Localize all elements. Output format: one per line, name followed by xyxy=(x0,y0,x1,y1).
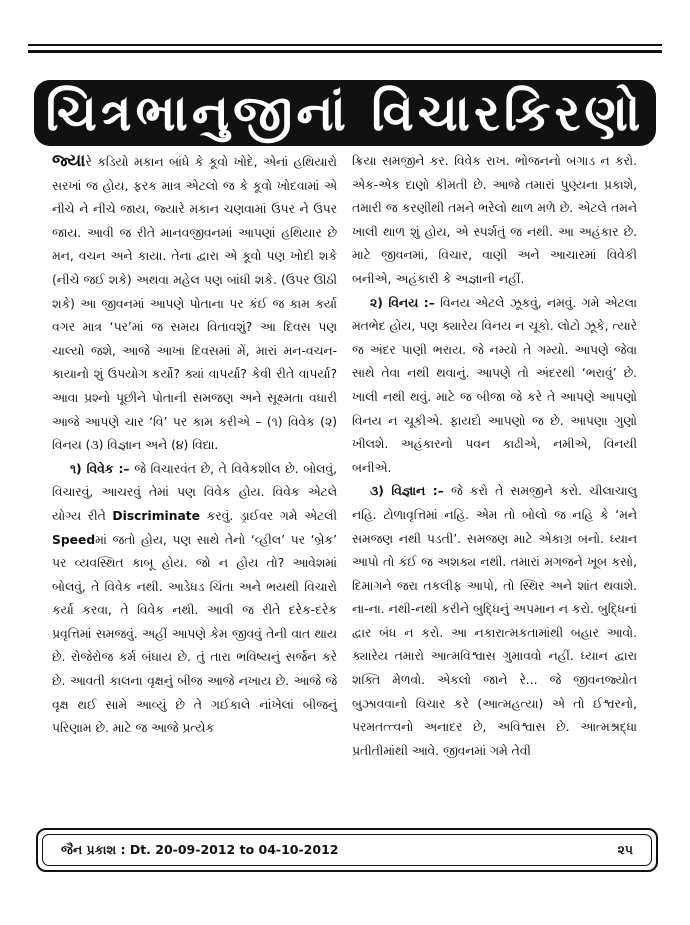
vinay-heading: ૨) વિનય :– xyxy=(370,295,435,310)
vigyan-heading: ૩) વિજ્ઞાન :– xyxy=(370,484,444,499)
title-banner xyxy=(34,80,656,146)
vigyan-text: જે કરો તે સમજીને કરો. ચીલાચાલુ નહિ. ટોળાવૃત્તિમાં નહિ. એમ તો બોલો જ નહિ કે ‘મને સમજણ નથી પડતી’. સમજણ માટે એકાગ્ર બનો. ધ્યાન આપો તો કંઈ જ અશક્ય નથી. તમારાં મગજને ખૂબ કસો, દિમાગને જરા તકલીફ આપો, તો સ્થિર અને શાંત થવાશે. ના-ના. નથી-નથી કરીને બુદ્ધિનું અપમાન ન કરો. બુદ્ધિનાં દ્વાર બંધ ન કરો. આ નકારાત્મકતામાંથી બહાર આવો. ક્યારેય તમારો આત્મવિશ્વાસ ગુમાવવો નહીં. ધ્યાન દ્વારા શક્તિ મેળવો. એકલો જાને રે... જે જીવનજ્યોત બુઝાવવાનો વિચાર કરે (આત્મહત્યા) એ તો ઈશ્વરનો, પરમતત્ત્વનો અનાદર છે, અવિશ્વાસ છે. આત્મશ્રદ્ધા પ્રતીતીમાંથી આવે. જીવનમાં ગમે તેવી xyxy=(352,484,637,758)
viveka-continued-paragraph: ક્રિયા સમજીને કર. વિવેક રાખ. ભોજનનો બગાડ ન કરો. એક-એક દાણો કીમતી છે. આજે તમારાં પુણ્યના પ્રકાશે, તમારી જ કરણીથી તમને ભરેલો થાળ મળે છે. એટલે તમને ખાલી થાળ શું હોય, એ સ્પર્શતું જ નથી. આ અહંકાર છે. માટે જીવનમાં, વિચાર, વાણી અને આચારમાં વિવેકી બનીએ, અહંકારી કે અજ્ઞાની નહીં. xyxy=(352,154,637,286)
vinay-text: વિનય એટલે ઝૂકવું, નમવું. ગમે એટલા મતભેદ હોય, પણ ક્યારેય વિનય ન ચૂકો. લોટો ઝૂકે, ત્યારે જ અંદર પાણી ભરાય. જે નમ્યો તે ગમ્યો. આપણે જેવા સાથે તેવા નથી થવાનું. આપણે તો અંદરથી ‘ભરાવું’ છે. ખાલી નથી થવું. માટે જ બીજા જે કરે તે આપણે આપણો વિનય ન ચૂકીએ. ફાયદો આપણો જ છે. આપણા ગુણો ખીલશે. અહંકારનો પવન કાઢીએ, નમીએ, વિનયી બનીએ. xyxy=(352,295,637,475)
footer xyxy=(36,828,658,872)
viveka-paragraph xyxy=(52,458,337,741)
right-column xyxy=(352,150,637,763)
left-column xyxy=(52,150,337,741)
viveka-text-3: માં જતો હોય, પણ સાથે તેનો ‘વ્હીલ’ પર ‘બ્રેક’ પર વ્યવસ્થિત કાબૂ હોય. જો ન હોય તો? આવેશમાં બોલવું, તે વિવેક નથી. આડેધડ ચિંતા અને ભયથી વિચારો કર્યા કરવા, તે વિવેક નથી. આવી જ રીતે દરેક-દરેક પ્રવૃત્તિમાં સમજવું. અહીં આપણે કેમ જીવવું તેની વાત થાય છે. રોજેરોજ કર્મ બંધાય છે. તું તારા ભવિષ્યનું સર્જન કરે છે. આવતી કાલના વૃક્ષનું બીજ આજે નખાય છે. આજે જે વૃક્ષ થઈ સામે આવ્યું છે તે ગઈકાલે નાંખેલાં બીજનું પરિણામ છે. માટે જ આજે પ્રત્યેક xyxy=(52,532,337,736)
discriminate-term: Discriminate xyxy=(112,508,200,523)
page-number: ૨૫ xyxy=(617,842,633,857)
speed-term: Speed xyxy=(52,532,96,547)
footer-inner-frame xyxy=(42,834,652,866)
publication-info: જૈન પ્રકાશ : Dt. 20-09-2012 to 04-10-2012 xyxy=(61,842,339,857)
vigyan-paragraph xyxy=(352,480,637,763)
vinay-paragraph xyxy=(352,292,637,481)
viveka-text-2: કરવું. ડ્રાઈવર ગમે એટલી xyxy=(206,508,337,523)
viveka-text-1: જે વિચારવંત છે, તે વિવેકશીલ છે. બોલવું, વિચારવું, આચરવું તેમાં પણ વિવેક હોય. વિવેક એટલે યોગ્ય રીતે xyxy=(52,461,338,523)
article-body xyxy=(52,150,652,816)
intro-paragraph xyxy=(52,150,337,458)
intro-text: રે કડિયો મકાન બાંધે કે કૂવો ખોદે, એનાં હથિયારો સરખાં જ હોય, ફરક માત્ર એટલો જ કે કૂવો ખોદવામાં એ નીચે ને નીચે જાય, જ્યારે મકાન ચણવામાં ઉપર ને ઉપર જાય. આવી જ રીતે માનવજીવનમાં આપણાં હથિયાર છે મન, વચન અને કાયા. તેના દ્વારા એ કૂવો પણ ખોદી શકે (નીચે જઈ શકે) અથવા મહેલ પણ બાંધી શકે. (ઉપર ઊઠી શકે) આ જીવનમાં આપણે પોતાના પર કંઈ જ કામ કર્યા વગર માત્ર ‘પર’માં જ સમય વિતાવશું? આ દિવસ પણ ચાલ્યો જશે, આજે આખા દિવસમાં મેં, મારાં મન-વચન-કાયાનો શું ઉપયોગ કર્યો? ક્યાં વાપર્યા? કેવી રીતે વાપર્યા? આવા પ્રશ્નો પૂછીને પોતાની સમજણ અને સૂક્ષ્મતા વધારી આજે આપણે ચાર ‘વિ’ પર કામ કરીએ – (૧) વિવેક (૨) વિનય (૩) વિજ્ઞાન અને (૪) વિદ્યા. xyxy=(52,155,337,453)
top-rule-thick xyxy=(28,50,662,53)
drop-cap: જ્યા xyxy=(52,151,86,171)
top-rule xyxy=(28,44,662,46)
page-title: ચિત્રભાનુજીનાં વિચારકિરણો xyxy=(45,83,645,142)
viveka-heading: ૧) વિવેક :– xyxy=(70,461,130,476)
